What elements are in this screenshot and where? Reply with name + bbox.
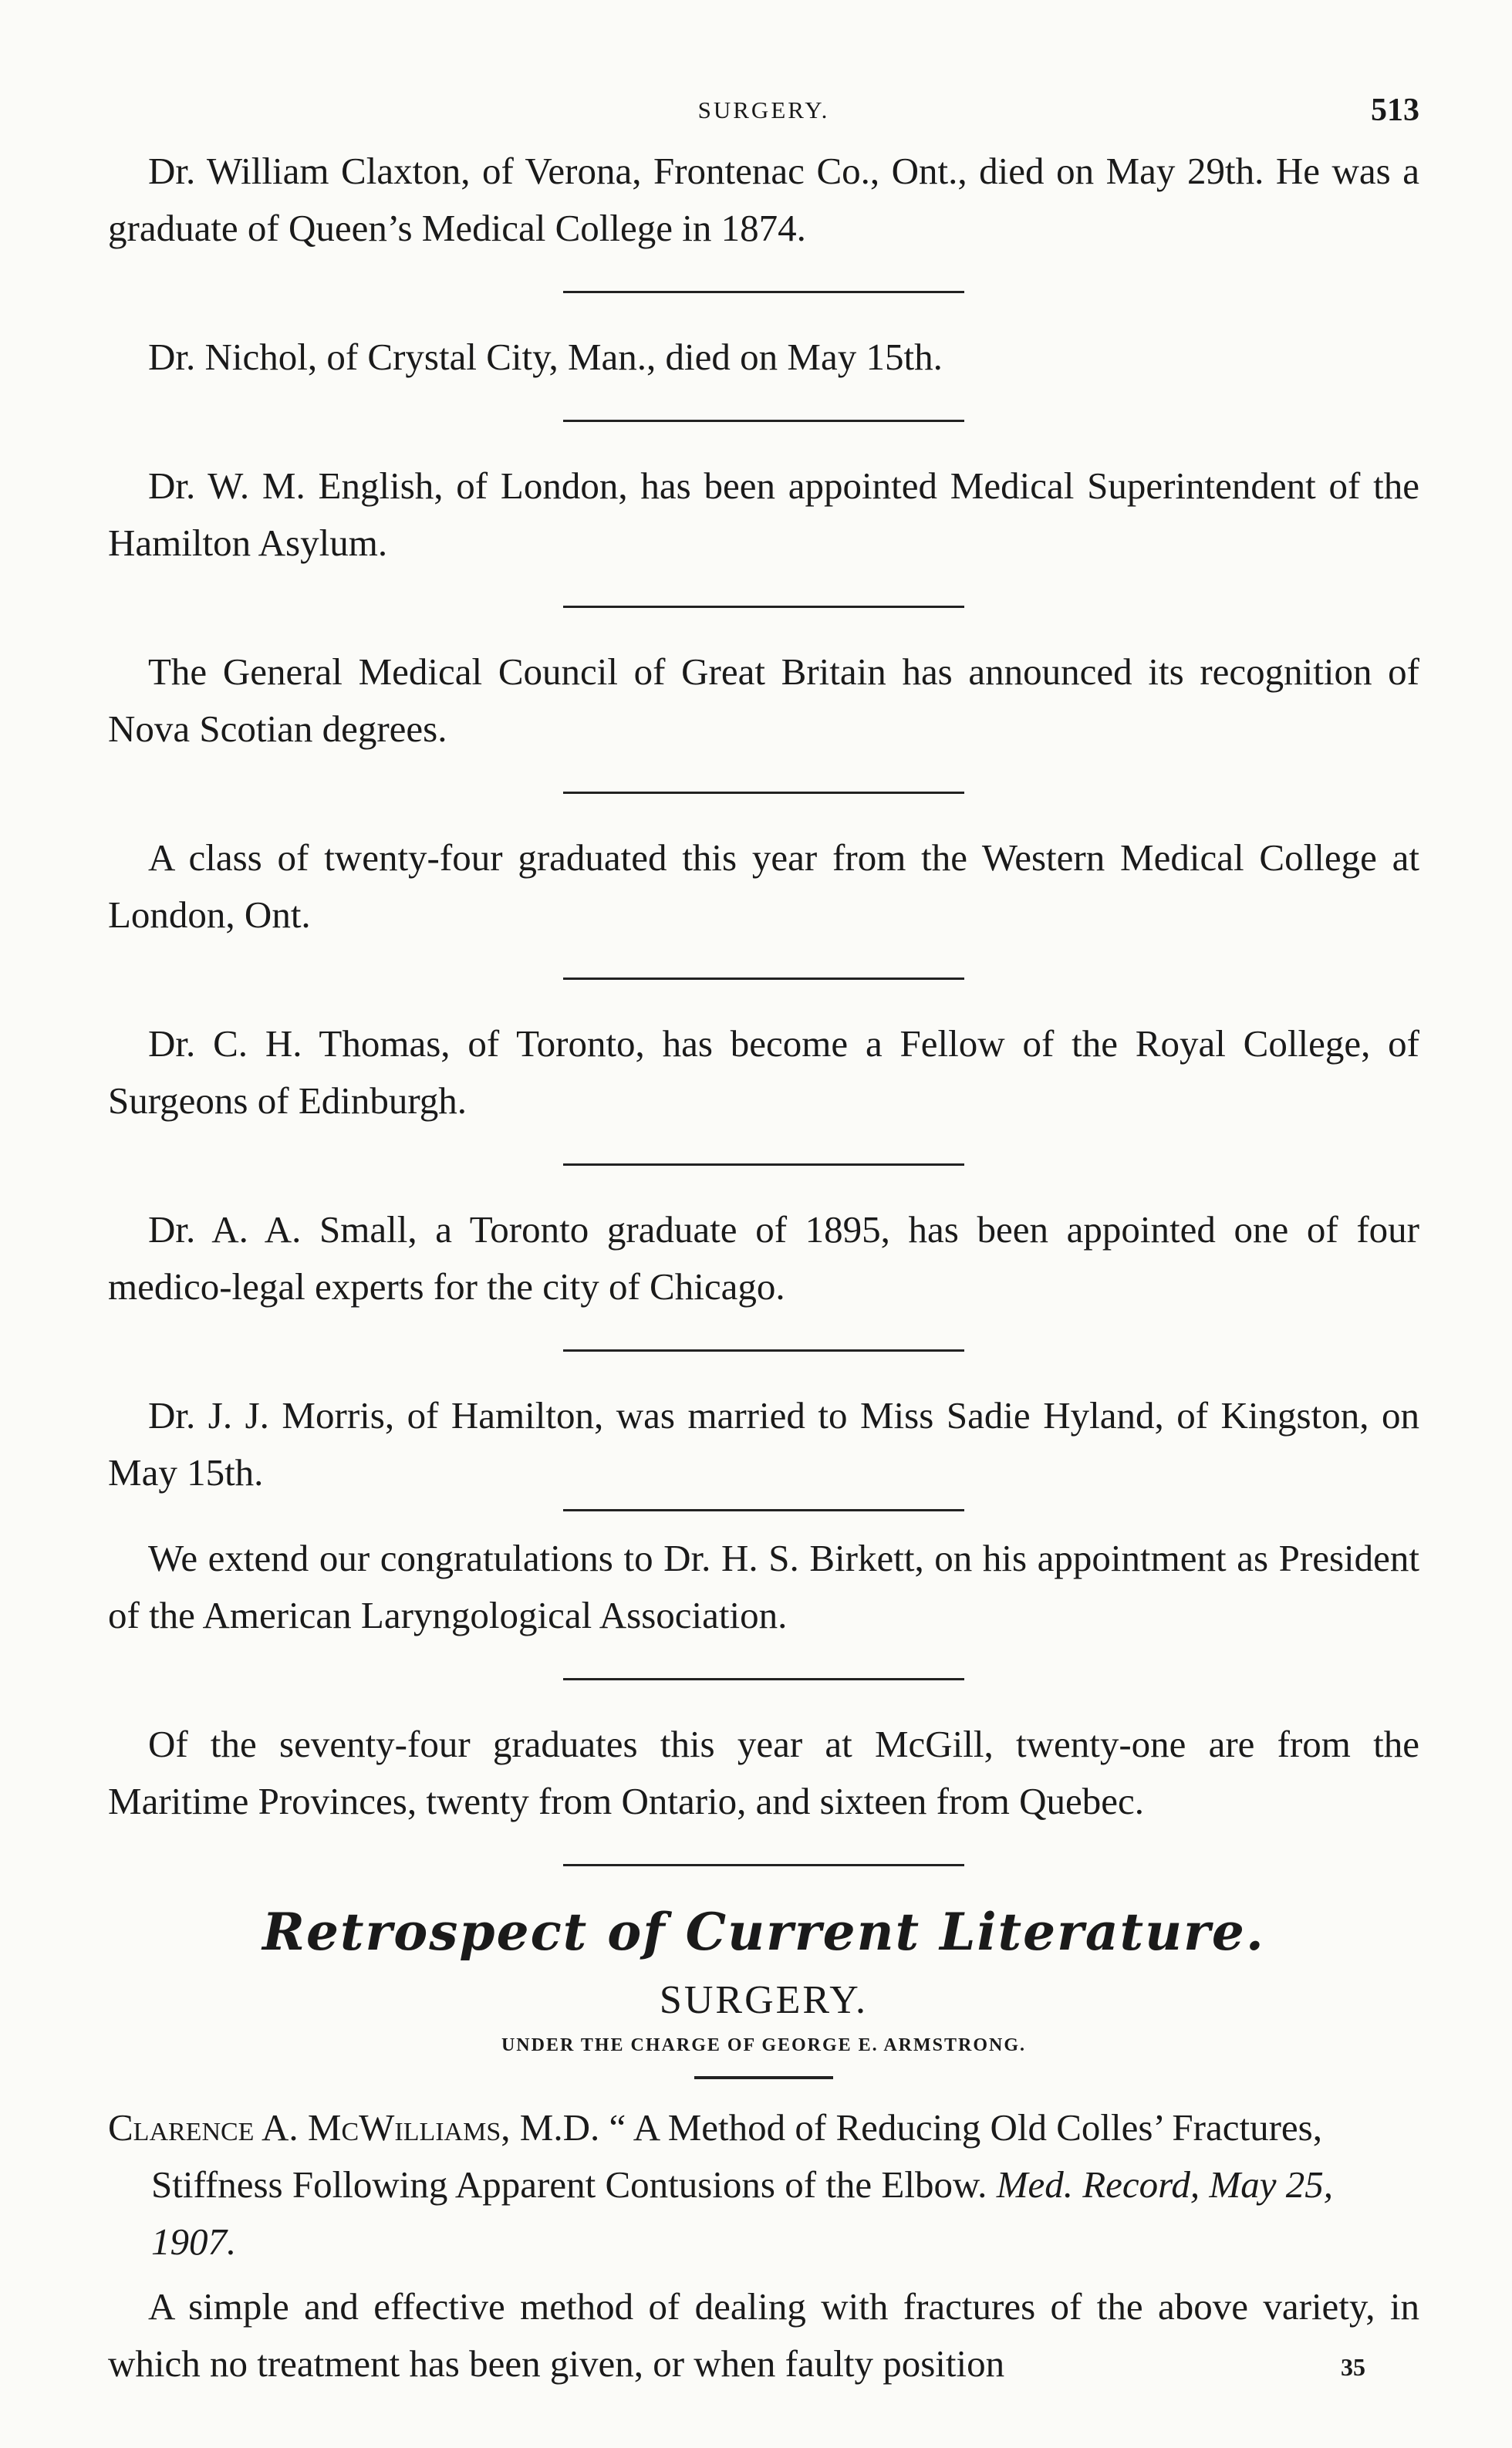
divider xyxy=(563,606,964,608)
article-journal: Med. Record, May 25, 1907. xyxy=(151,2163,1333,2263)
article-author: Clarence A. McWilliams, M.D. xyxy=(108,2106,600,2149)
notice-claxton: Dr. William Claxton, of Verona, Frontenac Co., Ont., died on May 29th. He was a graduate of Queen’s Medical College in 1874. xyxy=(108,150,1419,249)
divider xyxy=(563,1864,964,1866)
article-body: A simple and effective method of dealing with fractures of the above variety, in which no treatment has been given, or when faulty position xyxy=(108,2285,1419,2385)
running-head xyxy=(108,81,1419,143)
divider xyxy=(563,1678,964,1680)
section-editor: UNDER THE CHARGE OF GEORGE E. ARMSTRONG. xyxy=(501,2035,1027,2055)
page-number: 513 xyxy=(1371,93,1419,128)
divider xyxy=(563,792,964,794)
section-subheading: SURGERY. xyxy=(659,1978,869,2022)
article-citation xyxy=(108,2099,1419,2271)
divider xyxy=(694,2076,833,2079)
notice-english: Dr. W. M. English, of London, has been appointed Medical Superintendent of the Hamilton Asylum. xyxy=(108,464,1419,564)
running-title: SURGERY. xyxy=(697,96,830,123)
divider xyxy=(563,420,964,422)
divider xyxy=(563,1349,964,1352)
notice-small: Dr. A. A. Small, a Toronto graduate of 1895, has been appointed one of four medico-legal experts for the city of Chicago. xyxy=(108,1208,1419,1308)
journal-page xyxy=(108,81,1419,2392)
notice-medical-council: The General Medical Council of Great Britain has announced its recognition of Nova Scotian degrees. xyxy=(108,650,1419,750)
notice-thomas: Dr. C. H. Thomas, of Toronto, has become a Fellow of the Royal College, of Surgeons of Edinburgh. xyxy=(108,1022,1419,1122)
notice-mcgill: Of the seventy-four graduates this year at McGill, twenty-one are from the Maritime Provinces, twenty from Ontario, and sixteen from Quebec. xyxy=(108,1723,1419,1822)
notice-morris: Dr. J. J. Morris, of Hamilton, was married to Miss Sadie Hyland, of Kingston, on May 15th. xyxy=(108,1394,1419,1494)
divider xyxy=(563,291,964,293)
notice-birkett: We extend our congratulations to Dr. H. S. Birkett, on his appointment as President of the American Laryngological Association. xyxy=(108,1537,1419,1636)
divider xyxy=(563,1163,964,1166)
article-title: “ A Method of Reducing Old Colles’ Fractures, Stiffness Following Apparent Contusions of the Elbow. xyxy=(151,2106,1322,2206)
signature-mark: 35 xyxy=(1341,2353,1365,2381)
divider xyxy=(563,1509,964,1511)
notice-nichol: Dr. Nichol, of Crystal City, Man., died on May 15th. xyxy=(148,336,943,378)
section-heading: Retrospect of Current Literature. xyxy=(262,1902,1265,1962)
divider xyxy=(563,978,964,980)
notice-western-college: A class of twenty-four graduated this year from the Western Medical College at London, Ont. xyxy=(108,836,1419,936)
